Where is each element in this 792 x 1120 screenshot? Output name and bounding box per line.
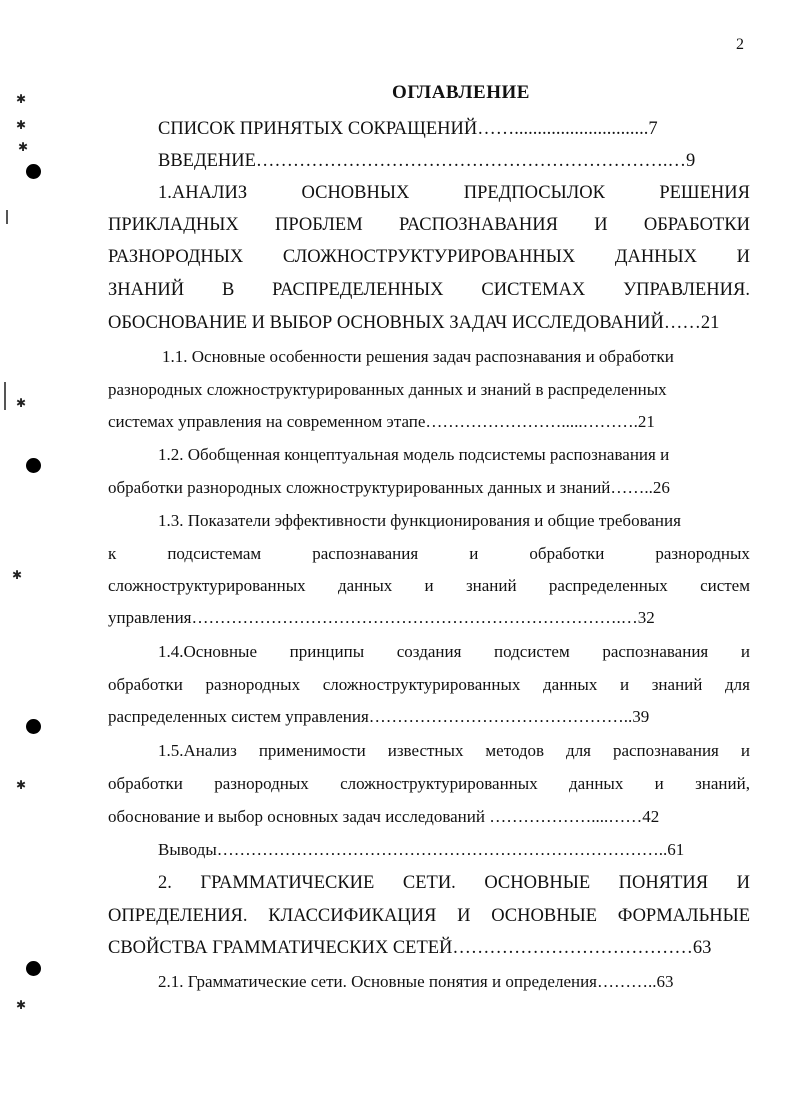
scan-mark: ✱ (16, 396, 27, 410)
toc-abbreviations: СПИСОК ПРИНЯТЫХ СОКРАЩЕНИЙ…….............................7 (158, 119, 658, 139)
word: ОСНОВНЫЕ (491, 906, 597, 926)
toc-s1-3-line1: 1.3. Показатели эффективности функционирования и общие требования (158, 511, 681, 530)
word: применимости (258, 741, 366, 760)
word: СЛОЖНОСТРУКТУРИРОВАННЫХ (282, 247, 576, 267)
word: разнородных (205, 675, 301, 694)
toc-ch1-line1 (158, 181, 750, 205)
word: знаний (651, 675, 703, 694)
word: разнородных (655, 544, 750, 563)
toc-ch2-line3: СВОЙСТВА ГРАММАТИЧЕСКИХ СЕТЕЙ…………………………………63 (108, 938, 712, 958)
word: данных (543, 675, 598, 694)
word: 1.5.Анализ (158, 741, 237, 760)
punch-hole (26, 961, 41, 976)
toc-s1-1-line1: 1.1. Основные особенности решения задач распознавания и обработки (162, 347, 674, 366)
word: РАЗНОРОДНЫХ (108, 247, 244, 267)
word: принципы (289, 642, 365, 661)
word: к (108, 544, 117, 563)
toc-conclusions: Выводы……………………………………………………………………..61 (158, 840, 685, 859)
word: распознавания (612, 741, 719, 760)
word: РЕШЕНИЯ (659, 183, 750, 203)
word: КЛАССИФИКАЦИЯ (268, 906, 437, 926)
word: ПРИКЛАДНЫХ (108, 215, 239, 235)
word: данных (569, 774, 624, 793)
word: И (736, 873, 750, 893)
toc-s1-5-line2 (108, 772, 750, 796)
word: СИСТЕМАХ (481, 280, 586, 300)
toc-s1-2-line2: обработки разнородных сложноструктурированных данных и знаний……..26 (108, 478, 670, 497)
word: 1.4.Основные (158, 642, 258, 661)
word: и (424, 576, 434, 595)
word: для (725, 675, 750, 694)
word: и (619, 675, 630, 694)
toc-s1-2-line1: 1.2. Обобщенная концептуальная модель подсистемы распознавания и (158, 445, 670, 464)
word: и (654, 774, 664, 793)
word: ОСНОВНЫХ (301, 183, 410, 203)
word: 1.АНАЛИЗ (158, 183, 248, 203)
punch-hole (26, 458, 41, 473)
word: распределенных (548, 576, 668, 595)
word: ОПРЕДЕЛЕНИЯ. (108, 906, 248, 926)
word: ПРОБЛЕМ (274, 215, 363, 235)
word: сложноструктурированных (108, 576, 306, 595)
toc-s1-1-line2: разнородных сложноструктурированных данных и знаний в распределенных (108, 380, 667, 399)
toc-s1-3-line4: управления………………………………………………………………….…32 (108, 608, 655, 627)
scan-mark: ✱ (16, 92, 27, 106)
word: И (736, 247, 750, 267)
toc-ch1-line3 (108, 245, 750, 269)
word: ФОРМАЛЬНЫЕ (617, 906, 750, 926)
scan-mark: ✱ (16, 778, 27, 792)
word: ЗНАНИЙ (108, 280, 185, 300)
scan-mark: ✱ (16, 118, 27, 132)
word: известных (387, 741, 464, 760)
punch-hole (26, 719, 41, 734)
word: В (221, 280, 235, 300)
toc-s1-4-line2 (108, 673, 750, 697)
word: данных (337, 576, 393, 595)
word: 2. (158, 873, 172, 893)
page-number: 2 (736, 36, 744, 53)
word: УПРАВЛЕНИЯ. (623, 280, 750, 300)
word: обработки (108, 774, 183, 793)
toc-ch1-line5: ОБОСНОВАНИЕ И ВЫБОР ОСНОВНЫХ ЗАДАЧ ИССЛЕДОВАНИЙ……21 (108, 313, 720, 333)
word: и (740, 642, 750, 661)
word: ДАННЫХ (614, 247, 698, 267)
word: методов (485, 741, 545, 760)
word: обработки (108, 675, 183, 694)
toc-ch1-line2 (108, 213, 750, 237)
toc-s1-3-line3 (108, 574, 750, 598)
scan-mark: ✱ (18, 140, 29, 154)
word: СЕТИ. (402, 873, 456, 893)
word: распознавания (312, 544, 419, 563)
toc-ch1-line4 (108, 278, 750, 302)
word: И (457, 906, 471, 926)
word: подсистемам (167, 544, 262, 563)
word: создания (396, 642, 462, 661)
toc-introduction: ВВЕДЕНИЕ………………………………………………………….…9 (158, 151, 696, 171)
scan-mark: ✱ (12, 568, 23, 582)
scan-mark: ✱ (16, 998, 27, 1012)
page-title: ОГЛАВЛЕНИЕ (392, 82, 530, 103)
word: ПОНЯТИЯ (618, 873, 709, 893)
toc-s1-3-line2 (108, 542, 750, 566)
word: подсистем (494, 642, 570, 661)
word: систем (700, 576, 750, 595)
word: знаний (465, 576, 517, 595)
word: И (594, 215, 608, 235)
word: распознавания (602, 642, 709, 661)
word: ПРЕДПОСЫЛОК (463, 183, 605, 203)
toc-s1-1-line3: системах управления на современном этапе…………………….....……….21 (108, 412, 655, 431)
word: знаний, (695, 774, 750, 793)
toc-ch2-line1 (158, 871, 750, 895)
word: разнородных (214, 774, 309, 793)
word: ГРАММАТИЧЕСКИЕ (200, 873, 375, 893)
scan-mark (6, 210, 8, 224)
word: и (740, 741, 750, 760)
punch-hole (26, 164, 41, 179)
word: РАСПРЕДЕЛЕННЫХ (272, 280, 444, 300)
word: сложноструктурированных (340, 774, 538, 793)
word: сложноструктурированных (322, 675, 521, 694)
scan-mark (4, 382, 6, 410)
toc-s1-4-line1 (158, 640, 750, 664)
word: ОСНОВНЫЕ (484, 873, 591, 893)
toc-s1-4-line3: распределенных систем управления………………………………………..39 (108, 707, 650, 726)
word: РАСПОЗНАВАНИЯ (398, 215, 558, 235)
word: и (469, 544, 479, 563)
toc-ch2-line2 (108, 904, 750, 928)
toc-s1-5-line1 (158, 739, 750, 763)
word: для (566, 741, 591, 760)
toc-s2-1: 2.1. Грамматические сети. Основные понятия и определения………..63 (158, 972, 674, 991)
word: обработки (529, 544, 605, 563)
word: ОБРАБОТКИ (643, 215, 750, 235)
toc-s1-5-line3: обоснование и выбор основных задач исследований ………………....……42 (108, 807, 660, 826)
